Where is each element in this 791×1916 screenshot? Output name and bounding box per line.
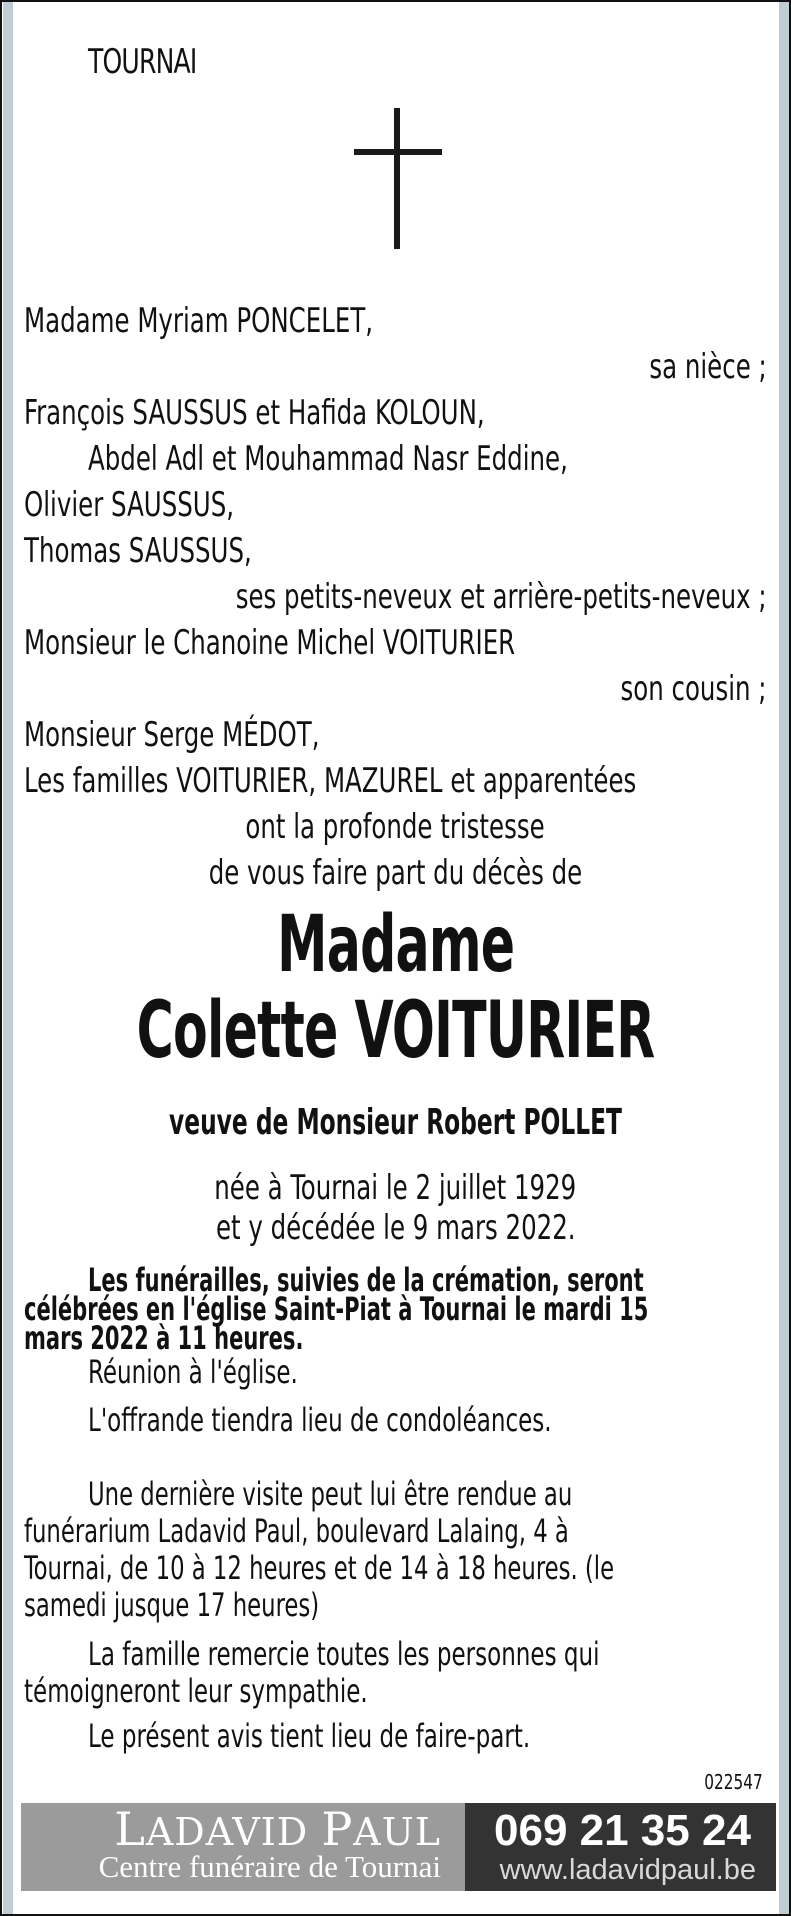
visit-paragraph: Une dernière visite peut lui être rendue au funérarium Ladavid Paul, boulevard Lalaing, 4 à Tournai, de 10 à 12 heures et de 14 à 18 heures. (le samedi jusque 17 heures) — [24, 1475, 615, 1624]
reference-number: 022547 — [704, 1770, 763, 1794]
birth-info: née à Tournai le 2 juillet 1929 — [214, 1168, 577, 1208]
funeral-home-logo: LADAVID PAUL — [114, 1803, 441, 1856]
family-relation: sa nièce ; — [649, 347, 767, 387]
family-line: Monsieur Serge MÉDOT, — [24, 715, 320, 755]
funeral-paragraph: Les funérailles, suivies de la crémation, seront célébrées en l'église Saint-Piat à Tournai le mardi 15 mars 2022 à 11 heures. — [24, 1261, 649, 1357]
chevron-right-icon — [445, 1803, 465, 1891]
funeral-home-tagline: Centre funéraire de Tournai — [98, 1849, 441, 1884]
family-relation: ses petits-neveux et arrière-petits-neveux ; — [236, 577, 767, 617]
family-relation: son cousin ; — [620, 669, 767, 709]
family-line: Olivier SAUSSUS, — [24, 485, 235, 525]
family-line: Abdel Adl et Mouhammad Nasr Eddine, — [88, 439, 568, 479]
town-heading: TOURNAI — [88, 42, 197, 82]
announcement-line: ont la profonde tristesse — [245, 807, 546, 847]
announcement-line: de vous faire part du décès de — [208, 853, 583, 893]
family-line: François SAUSSUS et Hafida KOLOUN, — [24, 393, 485, 433]
family-line: Thomas SAUSSUS, — [24, 531, 252, 571]
meeting-paragraph: Réunion à l'église. — [88, 1353, 298, 1391]
deceased-title: Madame — [276, 900, 515, 990]
funeral-home-banner — [21, 1803, 776, 1891]
right-border-strip — [779, 2, 789, 1914]
left-border-strip — [3, 2, 13, 1914]
family-line: Madame Myriam PONCELET, — [24, 301, 374, 341]
phone-number[interactable]: 069 21 35 24 — [494, 1806, 751, 1855]
offering-paragraph: L'offrande tiendra lieu de condoléances. — [88, 1401, 552, 1439]
widow-of: veuve de Monsieur Robert POLLET — [169, 1102, 622, 1143]
website-link[interactable]: www.ladavidpaul.be — [499, 1854, 756, 1886]
family-line: Monsieur le Chanoine Michel VOITURIER — [24, 623, 516, 663]
death-info: et y décédée le 9 mars 2022. — [215, 1208, 576, 1248]
notice-paragraph: Le présent avis tient lieu de faire-part. — [88, 1717, 531, 1755]
notice-content — [24, 2, 767, 1914]
family-line: Les familles VOITURIER, MAZUREL et apparentées — [24, 761, 637, 801]
thanks-paragraph: La famille remercie toutes les personnes qui témoigneront leur sympathie. — [24, 1635, 600, 1710]
deceased-name: Colette VOITURIER — [136, 986, 655, 1076]
